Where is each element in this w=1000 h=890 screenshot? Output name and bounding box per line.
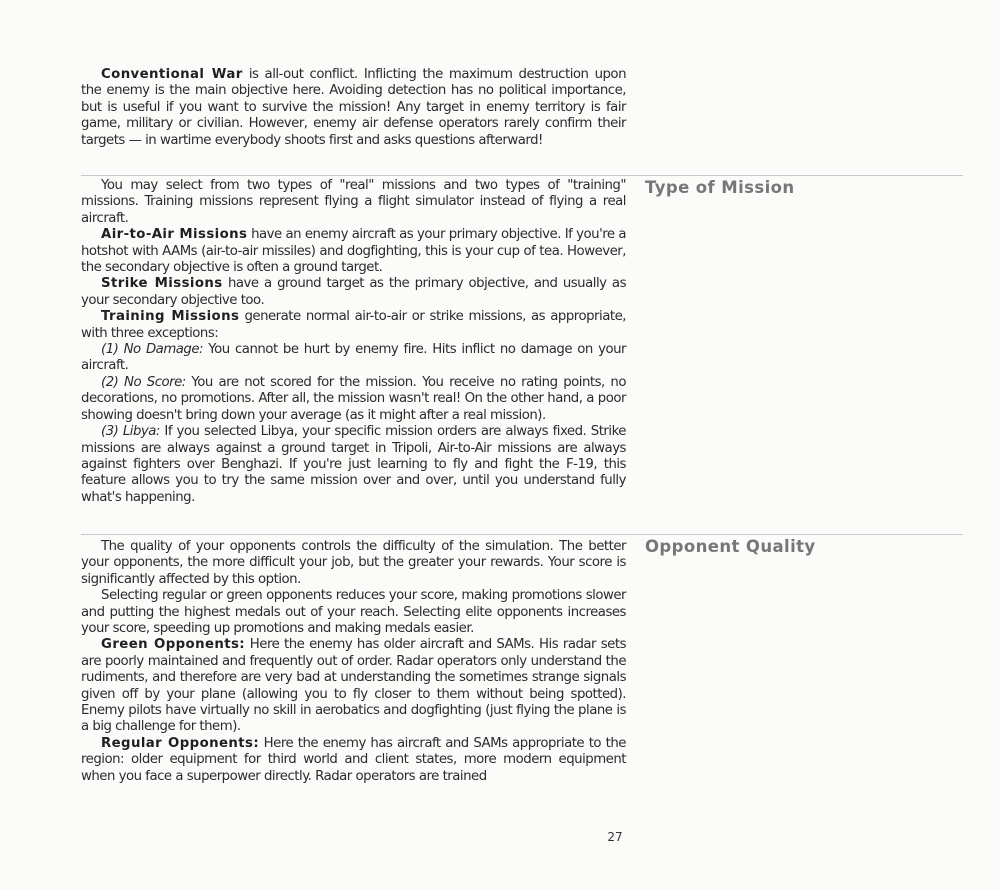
term-libya: (3) Libya: <box>101 424 160 440</box>
no-score-paragraph <box>81 375 626 424</box>
term-conventional-war: Conventional War <box>101 67 243 82</box>
no-damage-paragraph <box>81 342 626 375</box>
page-number: 27 <box>607 830 623 844</box>
paragraph-text: generate normal air-to-air or strike missions, as appropriate, with three exceptions: <box>81 309 626 341</box>
paragraph-text: Here the enemy has older aircraft and SAMs. His radar sets are poorly maintained and frequently out of order. Radar operators only understand the rudiments, and therefore are very bad at understanding the sometimes strange signals given off by your plane (allowing you to fly closer to them without being spotted). Enemy pilots have virtually no skill in aerobatics and dogfighting (just flying the plane is a big challenge for them). <box>81 637 626 735</box>
opponent-quality-heading: Opponent Quality <box>645 537 816 556</box>
term-strike: Strike Missions <box>101 276 223 292</box>
section-divider <box>81 534 963 535</box>
type-of-mission-section <box>81 178 626 506</box>
type-of-mission-heading: Type of Mission <box>645 178 795 197</box>
green-opponents-paragraph <box>81 637 626 735</box>
opponent-intro-paragraph: The quality of your opponents controls the difficulty of the simulation. The better your opponents, the more difficult your job, but the greater your rewards. Your score is significantly affected by this option. <box>81 539 626 587</box>
term-no-score: (2) No Score: <box>101 374 186 390</box>
section-divider <box>81 175 963 176</box>
strike-paragraph <box>81 276 626 309</box>
term-regular-opponents: Regular Opponents: <box>101 735 260 751</box>
opponent-quality-section <box>81 539 626 785</box>
opponent-score-paragraph: Selecting regular or green opponents reduces your score, making promotions slower and putting the highest medals out of your reach. Selecting elite opponents increases your score, speeding up promotions and making medals easier. <box>81 588 626 637</box>
paragraph-text: If you selected Libya, your specific mission orders are always fixed. Strike missions are always against a ground target in Tripoli, Air-to-Air missions are always against fighters over Benghazi. If you're just learning to fly and fight the F-19, this feature allows you to try the same mission over and over, until you understand fully what's happening. <box>81 424 626 505</box>
training-paragraph <box>81 309 626 342</box>
paragraph-text: is all-out conflict. Inflicting the maximum destruction upon the enemy is the main objective here. Avoiding detection has no political importance, but is useful if you want to survive the mission! Any target in enemy territory is fair game, military or civilian. However, enemy air defense operators rarely confirm their targets — in wartime everybody shoots first and asks questions afterward! <box>81 67 626 148</box>
libya-paragraph <box>81 424 626 506</box>
mission-intro-paragraph: You may select from two types of "real" missions and two types of "training" missions. Training missions represent flying a flight simulator instead of flying a real aircraft. <box>81 178 626 226</box>
term-air-to-air: Air-to-Air Missions <box>101 227 248 243</box>
conventional-war-paragraph <box>81 67 626 149</box>
paragraph-text: You are not scored for the mission. You receive no rating points, no decorations, no promotions. After all, the mission wasn't real! On the other hand, a poor showing doesn't bring down your average (as it might after a real mission). <box>81 374 626 423</box>
paragraph-text: have an enemy aircraft as your primary objective. If you're a hotshot with AAMs (air-to-air missiles) and dogfighting, this is your cup of tea. However, the secondary objective is often a ground target. <box>81 227 627 276</box>
paragraph-text: have a ground target as the primary objective, and usually as your secondary objective too. <box>81 276 627 308</box>
term-no-damage: (1) No Damage: <box>101 342 204 358</box>
paragraph-text: Here the enemy has aircraft and SAMs appropriate to the region: older equipment for third world and client states, more modern equipment when you face a superpower directly. Radar operators are trained <box>81 735 626 784</box>
term-training: Training Missions <box>101 309 240 325</box>
term-green-opponents: Green Opponents: <box>101 637 246 653</box>
paragraph-text: You cannot be hurt by enemy fire. Hits inflict no damage on your aircraft. <box>81 342 626 374</box>
conventional-war-section <box>81 67 626 149</box>
regular-opponents-paragraph <box>81 736 626 785</box>
air-to-air-paragraph <box>81 227 626 276</box>
